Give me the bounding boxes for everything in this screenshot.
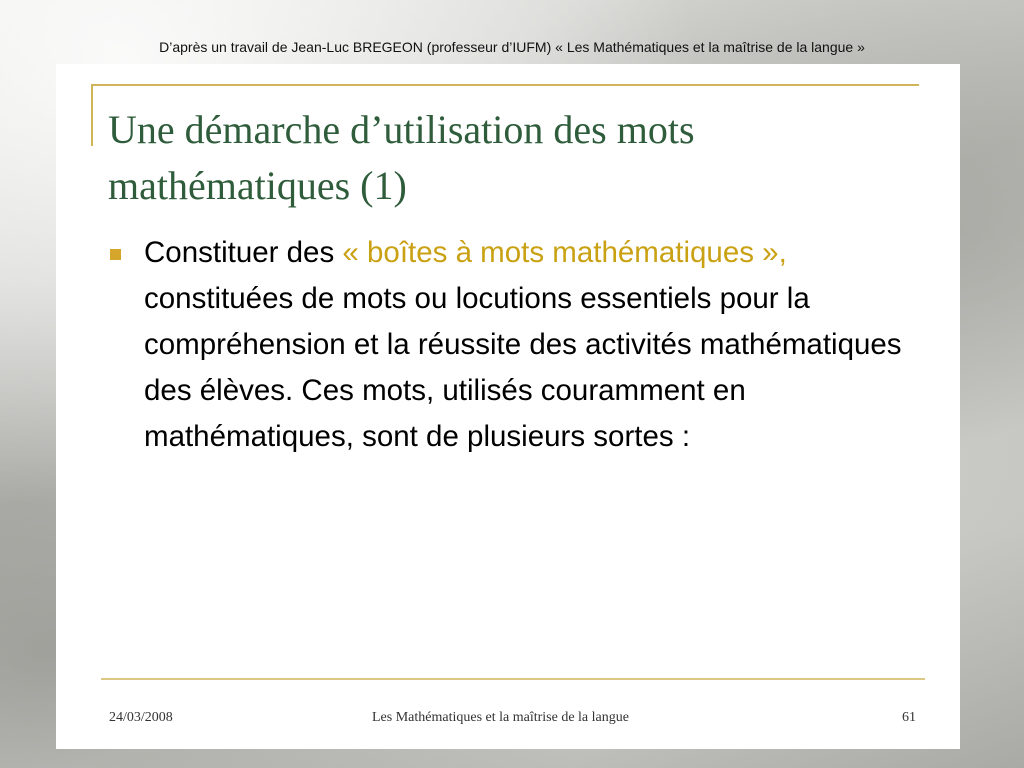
bullet-text-intro: Constituer des (144, 236, 343, 269)
footer-title: Les Mathématiques et la maîtrise de la langue (372, 710, 629, 725)
attribution-caption: D’après un travail de Jean-Luc BREGEON (professeur d’IUFM) « Les Mathématiques et la maîtrise de la langue » (159, 39, 865, 55)
page-number: 61 (902, 710, 916, 725)
bullet-text-highlight: « boîtes à mots mathématiques », (342, 236, 787, 269)
slide-title: Une démarche d’utilisation des mots mathématiques (1) (108, 107, 695, 208)
slide (56, 64, 960, 749)
bullet-text-rest: constituées de mots ou locutions essentiels pour la compréhension et la réussite des activités mathématiques des élèves. Ces mots, utilisés couramment en mathématiques, sont de plusieurs sortes : (144, 282, 902, 453)
bullet-text (144, 230, 944, 460)
footer-rule (101, 678, 925, 680)
bullet-square-icon (110, 249, 121, 260)
footer-date: 24/03/2008 (109, 710, 173, 725)
